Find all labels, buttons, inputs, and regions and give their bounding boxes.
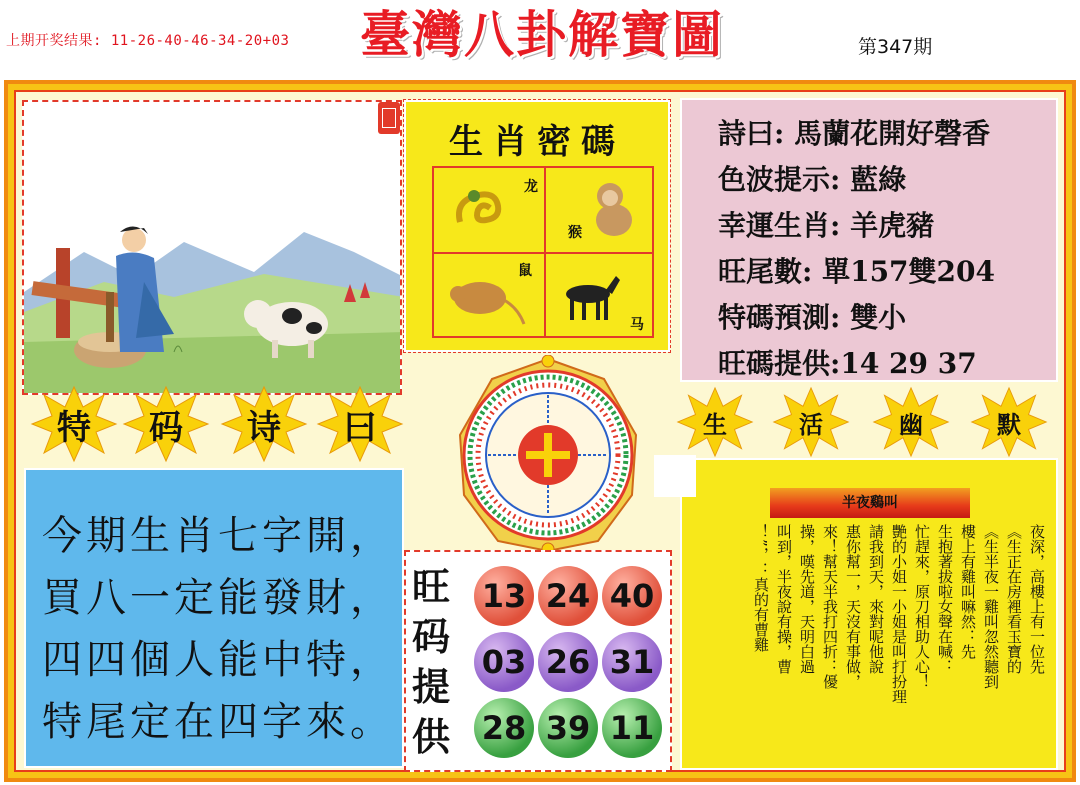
zodiac-grid bbox=[432, 166, 654, 338]
number-ball-red: 40 bbox=[602, 566, 662, 626]
story-column: 生抱著拔啦女聲在喊： bbox=[936, 524, 954, 674]
poem-panel bbox=[24, 468, 404, 768]
zodiac-cell-label: 鼠 bbox=[518, 263, 532, 279]
story-title-bar bbox=[770, 488, 970, 518]
story-column: 《生正在房裡看玉寶的 bbox=[1005, 524, 1023, 674]
star-badge bbox=[316, 385, 404, 463]
zodiac-cell-label: 龙 bbox=[524, 179, 538, 195]
number-ball-red: 13 bbox=[474, 566, 534, 626]
dragon-icon bbox=[450, 182, 510, 238]
star-label: 诗 bbox=[247, 407, 281, 448]
star-badge bbox=[220, 385, 308, 463]
compass-wheel-graphic bbox=[428, 355, 668, 555]
star-badge bbox=[122, 385, 210, 463]
monkey-icon bbox=[584, 176, 640, 240]
story-column: ！”，：真的有曹雞 bbox=[752, 524, 770, 652]
last-draw-result: 上期开奖结果: 11-26-40-46-34-20+03 bbox=[6, 33, 290, 49]
hot-numbers-title bbox=[410, 562, 452, 762]
hot-numbers-title-char: 供 bbox=[411, 714, 450, 759]
story-column: 來！幫天半我打四折：優 bbox=[821, 524, 839, 689]
story-corner-fade bbox=[654, 455, 696, 497]
star-label: 幽 bbox=[899, 409, 923, 439]
poem-line: 特尾定在四字來。 bbox=[42, 699, 394, 745]
number-ball-green: 28 bbox=[474, 698, 534, 758]
star-label: 生 bbox=[703, 409, 727, 439]
number-ball-purple: 31 bbox=[602, 632, 662, 692]
info-lucky-zodiac: 幸運生肖: 羊虎豬 bbox=[718, 209, 935, 242]
zodiac-cell-label: 马 bbox=[630, 317, 644, 333]
number-ball-green: 39 bbox=[538, 698, 598, 758]
hot-numbers-title-char: 码 bbox=[411, 614, 450, 659]
poem-line: 今期生肖七字開， bbox=[42, 513, 394, 559]
number-ball-purple: 03 bbox=[474, 632, 534, 692]
star-label: 默 bbox=[997, 409, 1021, 439]
star-badge bbox=[772, 386, 850, 458]
hot-numbers-title-char: 旺 bbox=[411, 564, 450, 609]
story-column: 夜深，高樓上有一位先 bbox=[1028, 524, 1046, 674]
humor-story-panel bbox=[680, 458, 1058, 770]
story-column: 樓上有雞叫嘛然：先 bbox=[959, 524, 977, 659]
bagua-wheel bbox=[428, 355, 668, 555]
poem-line: 四四個人能中特， bbox=[42, 637, 394, 683]
zodiac-cell-label: 猴 bbox=[568, 225, 582, 241]
info-special-prediction: 特碼預測: 雙小 bbox=[718, 301, 907, 334]
story-column: 叫到，半夜說有操，曹 bbox=[775, 524, 793, 674]
star-badge bbox=[872, 386, 950, 458]
star-label: 曰 bbox=[343, 407, 377, 448]
info-panel bbox=[680, 98, 1058, 382]
story-column: 艷的小姐一小姐是叫打扮理 bbox=[890, 524, 908, 704]
info-hot-numbers: 旺碼提供:14 29 37 bbox=[718, 347, 977, 380]
hot-numbers-panel bbox=[404, 550, 672, 772]
info-poem: 詩曰: 馬蘭花開好磬香 bbox=[718, 117, 991, 150]
poem-line: 買八一定能發財， bbox=[42, 575, 394, 621]
story-column: 《生半夜一雞叫忽然聽到 bbox=[982, 524, 1000, 689]
seal-tag bbox=[378, 102, 400, 134]
farm-scene-illustration bbox=[24, 102, 402, 395]
illustration-panel bbox=[22, 100, 402, 395]
zodiac-title: 生肖密碼 bbox=[449, 122, 625, 162]
rat-icon bbox=[444, 268, 528, 328]
hot-numbers-title-char: 提 bbox=[411, 664, 450, 709]
story-column: 惠你幫一，天沒有事做， bbox=[844, 524, 862, 689]
page-title: 臺灣八卦解寶圖 bbox=[360, 5, 724, 64]
star-badge bbox=[970, 386, 1048, 458]
info-tail-numbers: 旺尾數: 單157雙204 bbox=[718, 255, 995, 288]
horse-icon bbox=[554, 268, 624, 326]
star-label: 特 bbox=[57, 407, 91, 448]
zodiac-code-panel bbox=[404, 100, 670, 352]
number-ball-green: 11 bbox=[602, 698, 662, 758]
star-label: 活 bbox=[799, 409, 823, 439]
story-title: 半夜鷄叫 bbox=[842, 495, 898, 511]
star-badge bbox=[30, 385, 118, 463]
story-text bbox=[750, 524, 1048, 764]
story-column: 忙趕來，原刀相助人心！ bbox=[913, 524, 931, 689]
issue-number: 第347期 bbox=[858, 36, 933, 58]
star-label: 码 bbox=[149, 407, 183, 448]
info-color-wave: 色波提示: 藍綠 bbox=[718, 163, 907, 196]
story-column: 請我到天，來對呢他說 bbox=[867, 524, 885, 674]
number-ball-purple: 26 bbox=[538, 632, 598, 692]
number-ball-red: 24 bbox=[538, 566, 598, 626]
star-badge bbox=[676, 386, 754, 458]
story-column: 操，嘆先道，天明白過 bbox=[798, 524, 816, 674]
